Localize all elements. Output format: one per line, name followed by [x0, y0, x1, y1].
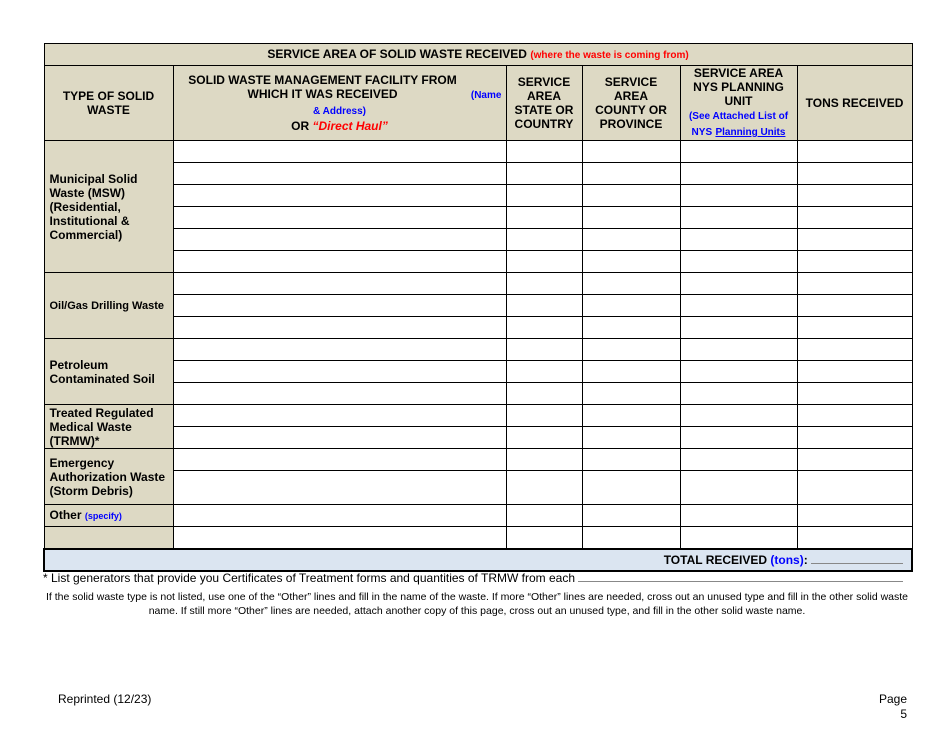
table-row — [44, 339, 912, 361]
col-type — [44, 66, 173, 141]
input-cell[interactable] — [506, 449, 582, 471]
table-row — [44, 185, 912, 207]
input-cell[interactable] — [173, 361, 506, 383]
input-cell[interactable] — [582, 295, 680, 317]
other-label: Other — [49, 508, 82, 522]
waste-type-oil: Oil/Gas Drilling Waste — [44, 273, 173, 339]
table-row — [44, 207, 912, 229]
input-cell[interactable] — [797, 361, 912, 383]
input-cell[interactable] — [582, 339, 680, 361]
input-cell[interactable] — [173, 471, 506, 505]
input-cell[interactable] — [582, 251, 680, 273]
input-cell[interactable] — [582, 163, 680, 185]
col-county-label: SERVICE AREA COUNTY OR PROVINCE — [595, 75, 667, 131]
instructions: If the solid waste type is not listed, use one of the “Other” lines and fill in the name of the waste. If more “Other” lines are needed, cross out an unused type and fill in the other solid waste name. If still more “Other” lines are needed, attach another copy of this page, cross out an unused type, and fill in the other solid waste name. — [45, 591, 909, 617]
footnote-text: * List generators that provide you Certificates of Treatment forms and quantities of TRMW from each — [43, 571, 576, 585]
col-county — [582, 66, 680, 141]
waste-type-other — [44, 505, 173, 527]
table-row — [44, 273, 912, 295]
input-cell[interactable] — [173, 163, 506, 185]
input-cell[interactable] — [506, 207, 582, 229]
input-cell[interactable] — [582, 361, 680, 383]
input-cell[interactable] — [680, 383, 797, 405]
input-cell[interactable] — [173, 141, 506, 163]
input-cell[interactable] — [680, 163, 797, 185]
input-cell[interactable] — [582, 273, 680, 295]
input-cell[interactable] — [173, 229, 506, 251]
nys-note: (See Attached List of — [688, 111, 789, 122]
input-cell[interactable] — [680, 229, 797, 251]
input-cell[interactable] — [506, 505, 582, 527]
input-cell[interactable] — [797, 251, 912, 273]
table-row — [44, 251, 912, 273]
input-cell[interactable] — [680, 295, 797, 317]
table-row — [44, 229, 912, 251]
footnote — [43, 571, 903, 585]
page-label: Page — [878, 692, 907, 706]
service-area-table — [43, 43, 913, 572]
input-cell[interactable] — [582, 317, 680, 339]
input-cell[interactable] — [582, 471, 680, 505]
table-row — [44, 471, 912, 505]
input-cell[interactable] — [797, 427, 912, 449]
input-cell[interactable] — [173, 295, 506, 317]
input-cell[interactable] — [506, 295, 582, 317]
input-cell[interactable] — [797, 449, 912, 471]
other-note: (specify) — [84, 511, 122, 521]
input-cell[interactable] — [582, 449, 680, 471]
input-cell[interactable] — [506, 383, 582, 405]
input-cell[interactable] — [506, 141, 582, 163]
title-note: (where the waste is coming from) — [530, 49, 689, 61]
input-cell[interactable] — [173, 405, 506, 427]
table-row — [44, 505, 912, 527]
total-field[interactable] — [811, 553, 903, 564]
input-cell[interactable] — [680, 185, 797, 207]
input-cell[interactable] — [797, 229, 912, 251]
input-cell[interactable] — [797, 405, 912, 427]
footnote-field[interactable] — [578, 571, 903, 582]
table-row — [44, 427, 912, 449]
input-cell[interactable] — [173, 527, 506, 550]
table-row — [44, 163, 912, 185]
input-cell[interactable] — [797, 317, 912, 339]
input-cell[interactable] — [506, 317, 582, 339]
input-cell[interactable] — [797, 339, 912, 361]
input-cell[interactable] — [797, 527, 912, 550]
input-cell[interactable] — [680, 527, 797, 550]
total-colon: : — [803, 553, 808, 567]
input-cell[interactable] — [680, 405, 797, 427]
input-cell[interactable] — [506, 273, 582, 295]
input-cell[interactable] — [173, 427, 506, 449]
input-cell[interactable] — [797, 141, 912, 163]
total-row — [44, 549, 912, 571]
input-cell[interactable] — [173, 339, 506, 361]
table-row — [44, 527, 912, 550]
direct-haul: “Direct Haul” — [312, 119, 388, 133]
col-state-label: SERVICE AREA STATE OR COUNTRY — [514, 75, 574, 131]
input-cell[interactable] — [680, 361, 797, 383]
input-cell[interactable] — [680, 207, 797, 229]
input-cell[interactable] — [680, 471, 797, 505]
input-cell[interactable] — [582, 527, 680, 550]
input-cell[interactable] — [797, 295, 912, 317]
input-cell[interactable] — [797, 163, 912, 185]
table-title — [44, 44, 912, 66]
waste-type-blank[interactable] — [44, 527, 173, 550]
planning-units-link[interactable]: Planning Units — [715, 127, 786, 138]
input-cell[interactable] — [680, 505, 797, 527]
input-cell[interactable] — [582, 185, 680, 207]
input-cell[interactable] — [797, 207, 912, 229]
input-cell[interactable] — [582, 141, 680, 163]
input-cell[interactable] — [582, 427, 680, 449]
input-cell[interactable] — [582, 383, 680, 405]
input-cell[interactable] — [506, 229, 582, 251]
input-cell[interactable] — [680, 141, 797, 163]
input-cell[interactable] — [506, 339, 582, 361]
waste-type-emergency: Emergency Authorization Waste (Storm Debris) — [44, 449, 173, 505]
input-cell[interactable] — [680, 251, 797, 273]
page-num: 5 — [900, 707, 907, 721]
input-cell[interactable] — [173, 185, 506, 207]
input-cell[interactable] — [680, 449, 797, 471]
input-cell[interactable] — [506, 163, 582, 185]
table-row — [44, 295, 912, 317]
facility-or: OR — [291, 119, 310, 133]
input-cell[interactable] — [506, 427, 582, 449]
input-cell[interactable] — [797, 471, 912, 505]
input-cell[interactable] — [680, 317, 797, 339]
waste-type-trmw: Treated Regulated Medical Waste (TRMW)* — [44, 405, 173, 449]
input-cell[interactable] — [173, 505, 506, 527]
waste-type-petro: Petroleum Contaminated Soil — [44, 339, 173, 405]
nys-note2: NYS — [691, 127, 713, 138]
table-row — [44, 317, 912, 339]
table-row — [44, 141, 912, 163]
input-cell[interactable] — [797, 505, 912, 527]
input-cell[interactable] — [173, 383, 506, 405]
table-row — [44, 383, 912, 405]
col-nys — [680, 66, 797, 141]
input-cell[interactable] — [680, 427, 797, 449]
title-text: SERVICE AREA OF SOLID WASTE RECEIVED — [267, 46, 527, 61]
col-facility — [173, 66, 506, 141]
input-cell[interactable] — [582, 229, 680, 251]
input-cell[interactable] — [506, 251, 582, 273]
input-cell[interactable] — [173, 207, 506, 229]
input-cell[interactable] — [582, 505, 680, 527]
input-cell[interactable] — [680, 273, 797, 295]
input-cell[interactable] — [506, 471, 582, 505]
input-cell[interactable] — [797, 185, 912, 207]
input-cell[interactable] — [173, 317, 506, 339]
input-cell[interactable] — [506, 405, 582, 427]
waste-type-msw: Municipal Solid Waste (MSW) (Residential, Institutional & Commercial) — [44, 141, 173, 273]
col-nys-label: SERVICE AREA NYS PLANNING UNIT — [693, 66, 784, 108]
total-label: TOTAL RECEIVED — [663, 553, 768, 567]
reprinted: Reprinted (12/23) — [58, 692, 152, 706]
col-tons: TONS RECEIVED — [797, 66, 912, 141]
input-cell[interactable] — [797, 383, 912, 405]
input-cell[interactable] — [173, 251, 506, 273]
input-cell[interactable] — [582, 405, 680, 427]
input-cell[interactable] — [506, 527, 582, 550]
input-cell[interactable] — [680, 339, 797, 361]
col-facility-label: SOLID WASTE MANAGEMENT FACILITY FROM WHICH IT WAS RECEIVED — [188, 73, 457, 101]
table-row — [44, 449, 912, 471]
col-state — [506, 66, 582, 141]
input-cell[interactable] — [797, 273, 912, 295]
facility-note: (Name & Address) — [313, 90, 502, 117]
input-cell[interactable] — [582, 207, 680, 229]
col-type-label: TYPE OF SOLID WASTE — [62, 89, 155, 117]
input-cell[interactable] — [506, 361, 582, 383]
input-cell[interactable] — [173, 273, 506, 295]
input-cell[interactable] — [173, 449, 506, 471]
table-row — [44, 361, 912, 383]
total-unit: (tons) — [770, 553, 804, 567]
input-cell[interactable] — [506, 185, 582, 207]
page-number — [879, 692, 907, 722]
table-row — [44, 405, 912, 427]
